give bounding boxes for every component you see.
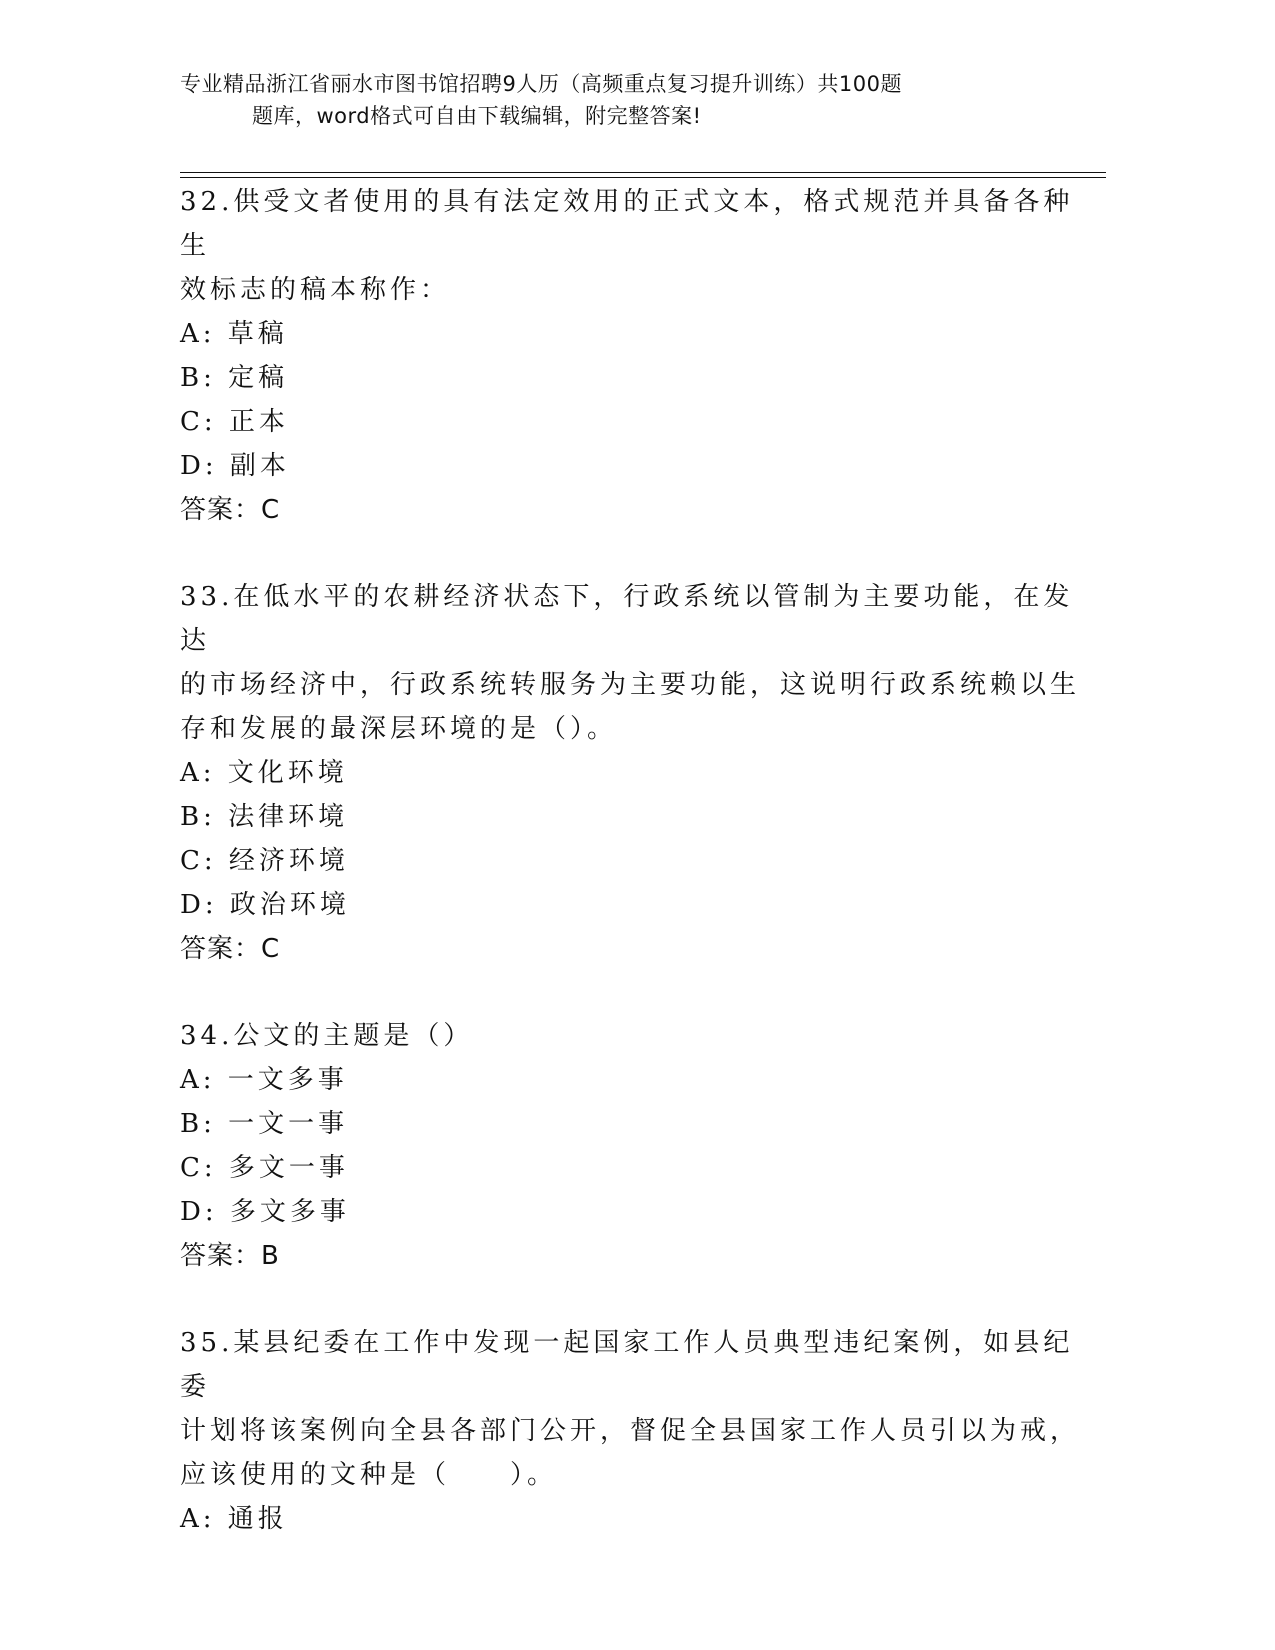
question-spacer bbox=[180, 1278, 1080, 1321]
option-c: C: 经济环境 bbox=[180, 846, 349, 876]
question-33 bbox=[180, 575, 1080, 971]
option-a: A: 草稿 bbox=[180, 319, 288, 349]
option-a: A: 一文多事 bbox=[180, 1065, 348, 1095]
question-stem-line: 34.公文的主题是（） bbox=[180, 1021, 474, 1051]
question-stem-line: 35.某县纪委在工作中发现一起国家工作人员典型违纪案例，如县纪委 bbox=[180, 1328, 1074, 1402]
question-stem-line: 的市场经济中，行政系统转服务为主要功能，这说明行政系统赖以生 bbox=[180, 670, 1081, 700]
question-stem-line: 效标志的稿本称作： bbox=[180, 275, 451, 305]
question-stem-line: 存和发展的最深层环境的是（）。 bbox=[180, 714, 618, 744]
question-stem-line: 应该使用的文种是（ ）。 bbox=[180, 1460, 558, 1490]
answer-line: 答案：C bbox=[180, 934, 281, 964]
question-stem-line: 32.供受文者使用的具有法定效用的正式文本，格式规范并具备各种生 bbox=[180, 187, 1074, 261]
option-c: C: 正本 bbox=[180, 407, 289, 437]
question-35 bbox=[180, 1321, 1080, 1541]
option-b: B: 定稿 bbox=[180, 363, 289, 393]
header-rule-top bbox=[180, 172, 1106, 173]
question-stem-line: 计划将该案例向全县各部门公开，督促全县国家工作人员引以为戒， bbox=[180, 1416, 1081, 1446]
document-header bbox=[180, 68, 1040, 132]
header-title-line-2: 题库，word格式可自由下载编辑，附完整答案! bbox=[252, 104, 702, 128]
option-a: A: 文化环境 bbox=[180, 758, 348, 788]
option-d: D: 政治环境 bbox=[180, 890, 350, 920]
question-list bbox=[180, 180, 1080, 1541]
question-spacer bbox=[180, 971, 1080, 1014]
header-rule-bottom bbox=[180, 177, 1106, 178]
option-d: D: 多文多事 bbox=[180, 1197, 350, 1227]
option-d: D: 副本 bbox=[180, 451, 290, 481]
question-stem-line: 33.在低水平的农耕经济状态下，行政系统以管制为主要功能，在发达 bbox=[180, 582, 1074, 656]
option-c: C: 多文一事 bbox=[180, 1153, 349, 1183]
header-title-line-1: 专业精品浙江省丽水市图书馆招聘9人历（高频重点复习提升训练）共100题 bbox=[180, 72, 902, 96]
option-b: B: 一文一事 bbox=[180, 1109, 349, 1139]
option-b: B: 法律环境 bbox=[180, 802, 349, 832]
answer-line: 答案：B bbox=[180, 1241, 280, 1271]
option-a: A: 通报 bbox=[180, 1504, 288, 1534]
question-32 bbox=[180, 180, 1080, 532]
question-34 bbox=[180, 1014, 1080, 1278]
question-spacer bbox=[180, 532, 1080, 575]
answer-line: 答案：C bbox=[180, 495, 281, 525]
